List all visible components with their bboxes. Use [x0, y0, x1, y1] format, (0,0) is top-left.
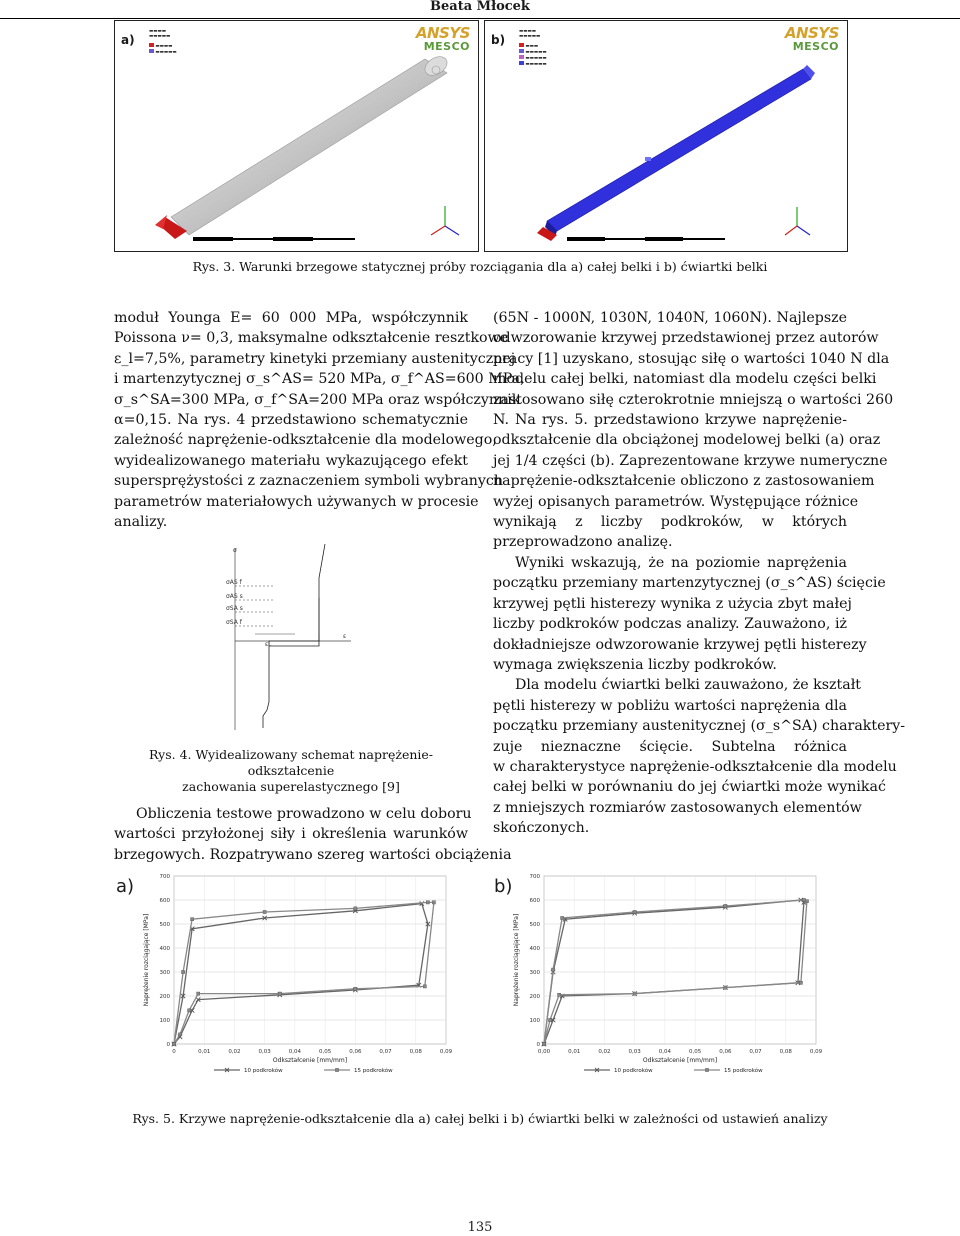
figure-4-caption-line: zachowania superelastycznego [9] [182, 779, 400, 794]
data-point [799, 981, 802, 984]
text-line: wymaga zwiększenia liczby podkroków. [493, 656, 777, 673]
fig4-label: σSA s [226, 605, 243, 612]
x-tick-label: 0,09 [809, 1049, 823, 1055]
data-point [178, 1033, 181, 1036]
text-line: zuje nieznaczne ścięcie. Subtelna różnica [493, 738, 847, 755]
text-line: (65N - 1000N, 1030N, 1040N, 1060N). Najlepsze [493, 310, 847, 326]
text-line: z mniejszych rozmiarów zastosowanych elementów [493, 799, 862, 816]
data-point [558, 993, 561, 996]
data-point [542, 1042, 545, 1045]
fig4-strain-label: εL [265, 641, 272, 648]
x-tick-label: 0,07 [749, 1049, 762, 1055]
text-line: pętli histerezy w pobliżu wartości naprężenia dla [493, 697, 847, 714]
text-line: w charakterystyce naprężenie-odkształcenie dla modelu [493, 758, 897, 775]
panel-label-a: a) [121, 33, 135, 47]
fig4-label: σSA f [226, 619, 242, 626]
ansys-logo-b: ANSYS MESCO [784, 24, 839, 53]
legend-block: ▬▬▬▬ ▬▬▬▬▬ ▬▬▬▬ ▬▬▬▬▬ [149, 29, 177, 55]
data-point [423, 985, 426, 988]
x-tick-label: 0,08 [779, 1049, 792, 1055]
y-tick-label: 0 [166, 1042, 170, 1048]
y-tick-label: 700 [529, 874, 540, 880]
y-tick-label: 300 [529, 970, 540, 976]
stress-strain-chart-a [140, 866, 460, 1098]
plot-area [544, 876, 816, 1044]
data-point [197, 992, 200, 995]
data-point [426, 901, 429, 904]
text-line: wynikają z liczby podkroków, w których [493, 514, 847, 531]
data-point [561, 916, 564, 919]
x-tick-label: 0,02 [228, 1049, 241, 1055]
figure-4-schematic [215, 538, 355, 738]
running-head [0, 0, 960, 19]
y-tick-label: 500 [159, 922, 170, 928]
text-line: supersprężystości z zaznaczeniem symboli wybranych [114, 473, 504, 490]
x-tick-label: 0,07 [379, 1049, 392, 1055]
text-line: wyżej opisanych parametrów. Występujące różnice [493, 493, 859, 510]
data-point [633, 992, 636, 995]
y-tick-label: 200 [529, 994, 540, 1000]
text-line: początku przemiany martenzytycznej (σ_s^AS) ścięcie [493, 575, 886, 592]
data-point [191, 918, 194, 921]
y-tick-label: 100 [529, 1018, 540, 1024]
data-point [633, 910, 636, 913]
y-axis-label: Naprężenie rozciągające [MPa] [143, 913, 150, 1007]
x-axis-label: Odkształcenie [mm/mm] [642, 1057, 718, 1064]
x-tick-label: 0,08 [409, 1049, 422, 1055]
text-line: liczby podkroków podczas analizy. Zauważono, iż [493, 616, 847, 633]
legend-label: 15 podkroków [354, 1068, 393, 1074]
x-tick-label: 0,03 [258, 1049, 271, 1055]
x-tick-label: 0,03 [628, 1049, 641, 1055]
x-axis-label: Odkształcenie [mm/mm] [272, 1057, 348, 1064]
legend-marker [705, 1068, 708, 1071]
x-tick-label: 0,04 [288, 1049, 302, 1055]
y-tick-label: 100 [159, 1018, 170, 1024]
y-tick-label: 200 [159, 994, 170, 1000]
text-line: skończonych. [493, 820, 590, 837]
x-tick-label: 0,06 [349, 1049, 362, 1055]
data-point [181, 970, 184, 973]
text-line: brzegowych. Rozpatrywano szereg wartości obciążenia [114, 846, 512, 863]
data-point [551, 968, 554, 971]
stress-strain-chart-b [510, 866, 830, 1098]
legend-label: 10 podkroków [614, 1068, 653, 1074]
text-line: Wyniki wskazują, że na poziomie naprężenia [515, 554, 847, 571]
legend-label: 15 podkroków [724, 1068, 763, 1074]
text-line: i martenzytycznej σ_s^AS= 520 MPa, σ_f^AS=600 MPa, [114, 371, 525, 388]
data-point [354, 987, 357, 990]
data-point [805, 900, 808, 903]
figure-3b [484, 20, 848, 252]
text-line: pracy [1] uzyskano, stosując siłę o wartości 1040 N dla [493, 350, 890, 367]
text-line: naprężenie-odkształcenie obliczono z zastosowaniem [493, 473, 875, 490]
y-tick-label: 400 [159, 946, 170, 952]
x-tick-label: 0,04 [658, 1049, 672, 1055]
legend-marker [335, 1068, 338, 1071]
fig4-axis-x: ε [343, 633, 347, 640]
text-line: wyidealizowanego materiału wykazującego efekt [114, 452, 468, 469]
legend-label: 10 podkroków [244, 1068, 283, 1074]
plot-area [174, 876, 446, 1044]
figure-3a [114, 20, 479, 252]
y-tick-label: 500 [529, 922, 540, 928]
data-point [724, 986, 727, 989]
fig5-panel-label-a: a) [116, 876, 135, 897]
author-name: Beata Młocek [430, 0, 530, 14]
data-point [172, 1042, 175, 1045]
text-line: wartości przyłożonej siły i określenia warunków [114, 826, 468, 843]
x-tick-label: 0 [172, 1049, 176, 1055]
fig4-label: σAS s [226, 593, 243, 600]
y-axis-label: Naprężenie rozciągające [MPa] [513, 913, 520, 1007]
x-tick-label: 0,09 [439, 1049, 453, 1055]
fig4-axis-y: σ [233, 547, 237, 554]
y-tick-label: 700 [159, 874, 170, 880]
data-point [354, 907, 357, 910]
text-line: Poissona ν= 0,3, maksymalne odkształcenie resztkowe [114, 330, 509, 347]
left-column-text-2 [114, 804, 512, 865]
text-line: Obliczenia testowe prowadzono w celu doboru [136, 806, 472, 822]
x-tick-label: 0,05 [318, 1049, 332, 1055]
text-line: zastosowano siłę czterokrotnie mniejszą o wartości 260 [493, 391, 894, 408]
left-column-text [114, 308, 525, 532]
text-line: początku przemiany austenitycznej (σ_s^SA) charaktery- [493, 718, 906, 735]
y-tick-label: 600 [159, 898, 170, 904]
text-line: jej 1/4 części (b). Zaprezentowane krzywe numeryczne [493, 452, 888, 469]
text-line: przeprowadzono analizę. [493, 534, 673, 551]
text-line: dokładniejsze odwzorowanie krzywej pętli histerezy [493, 636, 867, 653]
y-tick-label: 600 [529, 898, 540, 904]
text-line: α=0,15. Na rys. 4 przedstawiono schematycznie [114, 412, 468, 429]
ansys-logo: ANSYS MESCO [415, 24, 470, 53]
panel-label-b: b) [491, 33, 506, 47]
text-line: Dla modelu ćwiartki belki zauważono, że kształt [515, 677, 861, 694]
text-line: całej belki w porównaniu do jej ćwiartki może wynikać [493, 779, 886, 796]
x-tick-label: 0,06 [719, 1049, 732, 1055]
fig4-label: σAS f [226, 579, 242, 586]
text-line: odwzorowanie krzywej przedstawionej przez autorów [493, 330, 879, 347]
x-tick-label: 0,02 [598, 1049, 611, 1055]
right-column-text [493, 308, 906, 839]
page-number: 135 [467, 1220, 493, 1235]
figure-4-caption [114, 747, 468, 795]
text-line: σ_s^SA=300 MPa, σ_f^SA=200 MPa oraz współczynnik [114, 391, 521, 408]
text-line: N. Na rys. 5. przedstawiono krzywe naprężenie- [493, 412, 847, 429]
data-point [278, 992, 281, 995]
figure-4-caption-line: Rys. 4. Wyidealizowany schemat naprężenie-odkształcenie [148, 747, 434, 778]
data-point [263, 910, 266, 913]
text-line: zależność naprężenie-odkształcenie dla modelowego, [114, 432, 497, 449]
y-tick-label: 400 [529, 946, 540, 952]
text-line: odkształcenie dla obciążonej modelowej belki (a) oraz [493, 432, 881, 449]
legend-block-b: ▬▬▬▬ ▬▬▬▬▬ ▬▬▬ ▬▬▬▬▬ ▬▬▬▬▬ ▬▬▬▬▬ [519, 29, 547, 67]
data-point [548, 1018, 551, 1021]
text-line: parametrów materiałowych używanych w procesie [114, 493, 479, 510]
fig5-panel-label-b: b) [494, 876, 513, 897]
text-line: analizy. [114, 514, 168, 531]
figure-3-caption: Rys. 3. Warunki brzegowe statycznej próby rozciągania dla a) całej belki i b) ćwiartki belki [192, 259, 768, 274]
data-point [802, 898, 805, 901]
x-tick-label: 0,01 [568, 1049, 581, 1055]
y-tick-label: 0 [536, 1042, 540, 1048]
rod-model [115, 21, 478, 251]
text-line: ε_l=7,5%, parametry kinetyki przemiany austenitycznej [114, 350, 516, 367]
data-point [432, 901, 435, 904]
text-line: modelu całej belki, natomiast dla modelu części belki [493, 371, 877, 388]
x-tick-label: 0,05 [688, 1049, 702, 1055]
x-tick-label: 0,00 [537, 1049, 551, 1055]
y-tick-label: 300 [159, 970, 170, 976]
text-line: moduł Younga E= 60 000 MPa, współczynnik [114, 310, 468, 326]
figure-5-caption: Rys. 5. Krzywe naprężenie-odkształcenie dla a) całej belki i b) ćwiartki belki w zależności od ustawień analizy [132, 1111, 828, 1126]
data-point [188, 1009, 191, 1012]
beam-model [485, 21, 847, 251]
x-tick-label: 0,01 [198, 1049, 211, 1055]
data-point [724, 904, 727, 907]
text-line: krzywej pętli histerezy wynika z użycia zbyt małej [493, 595, 852, 612]
